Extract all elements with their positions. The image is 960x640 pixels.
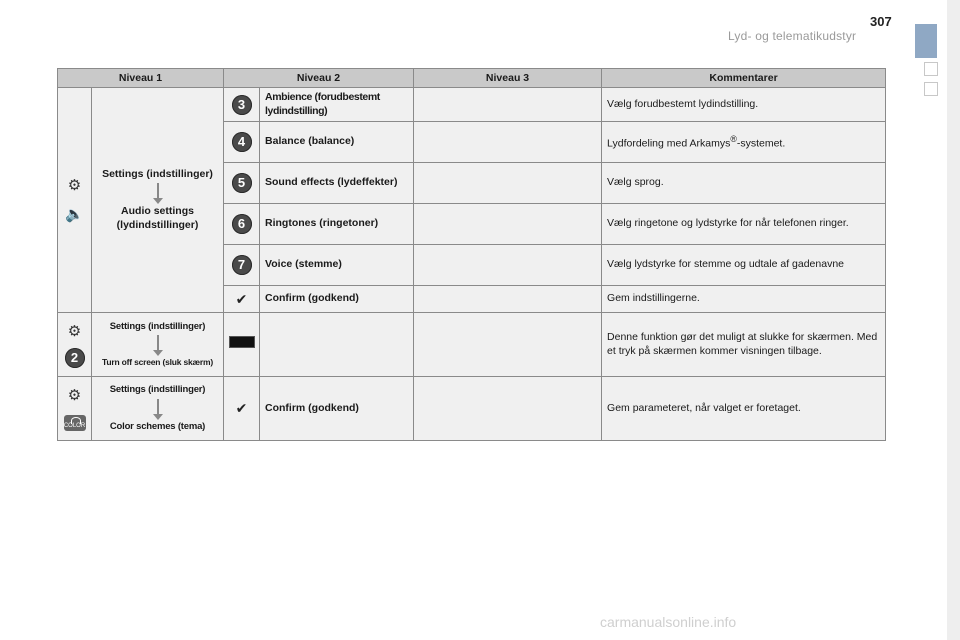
option-confirm: Confirm (godkend): [260, 377, 414, 441]
option-voice: Voice (stemme): [260, 245, 414, 286]
header-level-2: Niveau 2: [224, 69, 414, 88]
comment-text: -systemet.: [736, 137, 786, 150]
gear-icon: ⚙: [67, 386, 82, 404]
level3-cell: [414, 286, 602, 313]
badge-3: 3: [232, 95, 252, 115]
screen-off-icon: [229, 336, 255, 348]
chapter-tab: [915, 24, 937, 58]
option-sound-effects: Sound effects (lydeffekter): [260, 163, 414, 204]
level3-cell: [414, 313, 602, 377]
level3-cell: [414, 88, 602, 122]
table-row: [58, 313, 886, 377]
level1-turn-off-screen-label: Turn off screen (sluk skærm): [102, 357, 213, 368]
badge-4: 4: [232, 132, 252, 152]
page-number: 307: [870, 14, 892, 29]
level1-color-schemes-label: Color schemes (tema): [109, 420, 206, 432]
comment-cell: Vælg ringetone og lydstyrke for når telefonen ringer.: [602, 204, 886, 245]
level1-settings-label: Settings (indstillinger): [102, 167, 213, 180]
level3-cell: [414, 163, 602, 204]
option-ambience: Ambience (forudbestemt lydindstilling): [260, 88, 414, 122]
level3-cell: [414, 122, 602, 163]
level3-cell: [414, 245, 602, 286]
color-scheme-icon: COLOR: [64, 415, 86, 431]
level1-icon-cell: [58, 377, 92, 441]
badge-7: 7: [232, 255, 252, 275]
section-title: Lyd- og telematikudstyr: [728, 29, 857, 43]
comment-cell: Denne funktion gør det muligt at slukke for skærmen. Med et tryk på skærmen kommer visningen tilbage.: [602, 313, 886, 377]
table-row: [58, 377, 886, 441]
header-comments: Kommentarer: [602, 69, 886, 88]
level1-settings-label: Settings (indstillinger): [109, 321, 206, 333]
table-row: [58, 88, 886, 122]
registered-mark: ®: [730, 133, 737, 144]
level1-label-cell: [92, 313, 224, 377]
speaker-icon: 🔈: [65, 206, 84, 224]
comment-cell: Vælg sprog.: [602, 163, 886, 204]
table-header-row: [58, 69, 886, 88]
level1-settings-label: Settings (indstillinger): [109, 384, 206, 396]
header-level-3: Niveau 3: [414, 69, 602, 88]
arrow-down-icon: [157, 399, 159, 415]
header-level-1: Niveau 1: [58, 69, 224, 88]
level1-label-cell: [92, 377, 224, 441]
comment-cell: [602, 122, 886, 163]
gear-icon: ⚙: [67, 323, 82, 341]
arrow-down-icon: [157, 335, 159, 351]
level3-cell: [414, 377, 602, 441]
checkmark-icon: ✔: [235, 400, 248, 417]
level1-icon-cell: [58, 313, 92, 377]
badge-5: 5: [232, 173, 252, 193]
checkmark-icon: ✔: [235, 290, 248, 307]
badge-6: 6: [232, 214, 252, 234]
comment-cell: Vælg lydstyrke for stemme og udtale af gadenavne: [602, 245, 886, 286]
arrow-down-icon: [157, 183, 159, 199]
page-edge-strip: [947, 0, 960, 640]
watermark: carmanualsonline.info: [600, 614, 737, 630]
gear-icon: ⚙: [67, 176, 82, 194]
level3-cell: [414, 204, 602, 245]
comment-cell: Gem parameteret, når valget er foretaget.: [602, 377, 886, 441]
option-ringtones: Ringtones (ringetoner): [260, 204, 414, 245]
level1-audio-settings-label: Audio settings (lydindstillinger): [116, 205, 199, 231]
chapter-tab-box: [924, 82, 938, 96]
level2-cell: [260, 313, 414, 377]
chapter-tab-box: [924, 62, 938, 76]
badge-2: 2: [65, 348, 85, 368]
option-balance: Balance (balance): [260, 122, 414, 163]
level1-icon-cell: [58, 88, 92, 313]
settings-table: [57, 68, 886, 441]
comment-cell: Vælg forudbestemt lydindstilling.: [602, 88, 886, 122]
option-confirm: Confirm (godkend): [260, 286, 414, 313]
comment-text: Lydfordeling med Arkamys: [607, 137, 731, 150]
comment-cell: Gem indstillingerne.: [602, 286, 886, 313]
level1-label-cell: [92, 88, 224, 313]
